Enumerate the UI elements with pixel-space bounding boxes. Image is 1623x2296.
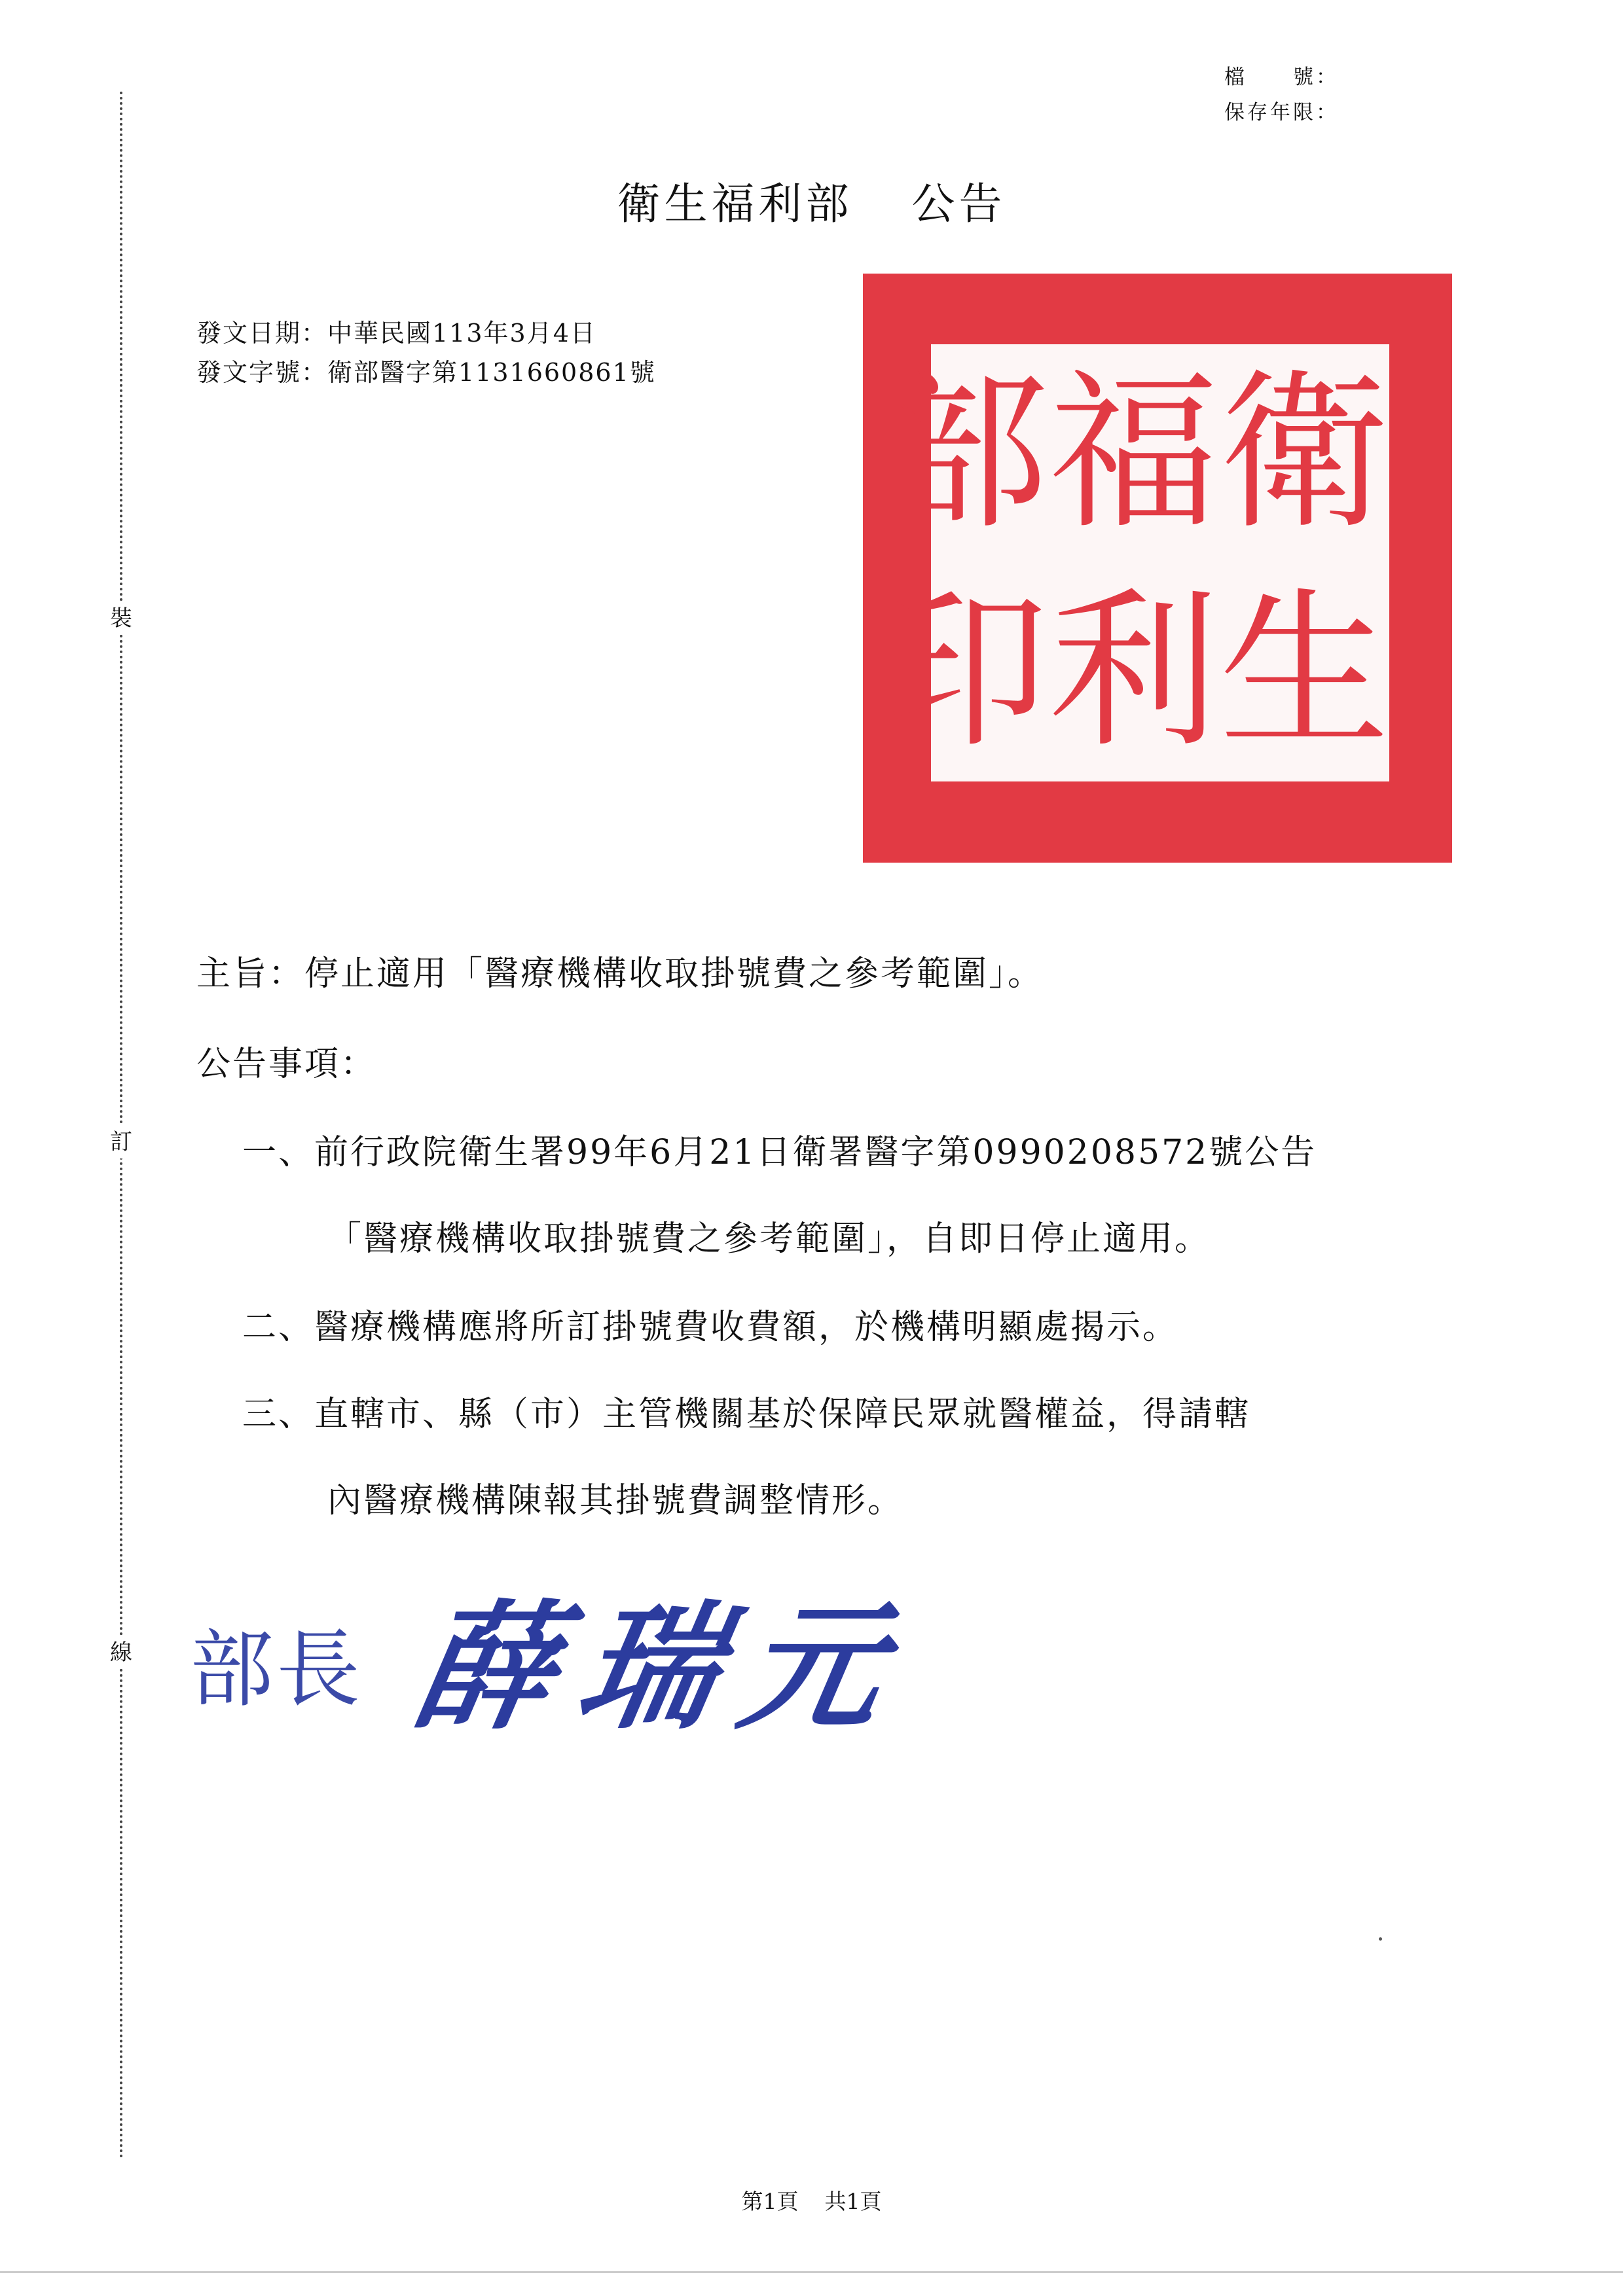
item-2: 二、醫療機構應將所訂掛號費收費額，於機構明顯處揭示。: [242, 1308, 1179, 1347]
subject-line: 主旨：停止適用「醫療機構收取掛號費之參考範圍」。: [196, 954, 1044, 994]
page-number: [0, 2185, 1623, 2215]
binding-mark-zhuang: 裝: [105, 602, 137, 635]
minister-title: 部長: [190, 1621, 363, 1719]
seal-char-bu: 部: [879, 355, 1049, 552]
issue-date: 發文日期：中華民國113年3月4日: [196, 319, 596, 348]
seal-glyph-grid: [879, 344, 1389, 781]
agency-name: 衛生福利部: [617, 179, 853, 229]
document-type: 公告: [911, 179, 1006, 229]
seal-char-li: 利: [1049, 573, 1219, 771]
official-seal: [863, 274, 1452, 863]
current-page: 第1頁: [741, 2189, 799, 2214]
seal-inner-field: [879, 344, 1389, 781]
scan-dot: [1379, 1937, 1382, 1941]
seal-char-sheng: 生: [1219, 573, 1389, 771]
handwritten-signature: 薛瑞元: [403, 1587, 922, 1748]
binding-mark-ding: 訂: [105, 1126, 137, 1158]
issue-number: 發文字號：衛部醫字第1131660861號: [196, 358, 656, 387]
binding-mark-xian: 線: [105, 1636, 137, 1669]
seal-char-yin: 印: [879, 573, 1049, 771]
item-1-line-2: 「醫療機構收取掛號費之參考範圍」，自即日停止適用。: [327, 1219, 1211, 1259]
retention-period-label: 保存年限：: [1224, 101, 1339, 124]
seal-char-fu: 福: [1049, 355, 1219, 552]
total-pages: 共1頁: [824, 2189, 882, 2214]
items-heading: 公告事項：: [196, 1045, 377, 1084]
seal-char-wei: 衛: [1219, 355, 1389, 552]
item-1-line-1: 一、前行政院衛生署99年6月21日衛署醫字第0990208572號公告: [242, 1133, 1317, 1172]
bottom-scan-edge: [0, 2271, 1623, 2273]
item-3-line-2: 內醫療機構陳報其掛號費調整情形。: [327, 1481, 904, 1520]
item-3-line-1: 三、直轄市、縣（市）主管機關基於保障民眾就醫權益，得請轄: [242, 1395, 1251, 1434]
document-title: [0, 169, 1623, 231]
file-number-label: 檔 號：: [1224, 65, 1339, 89]
